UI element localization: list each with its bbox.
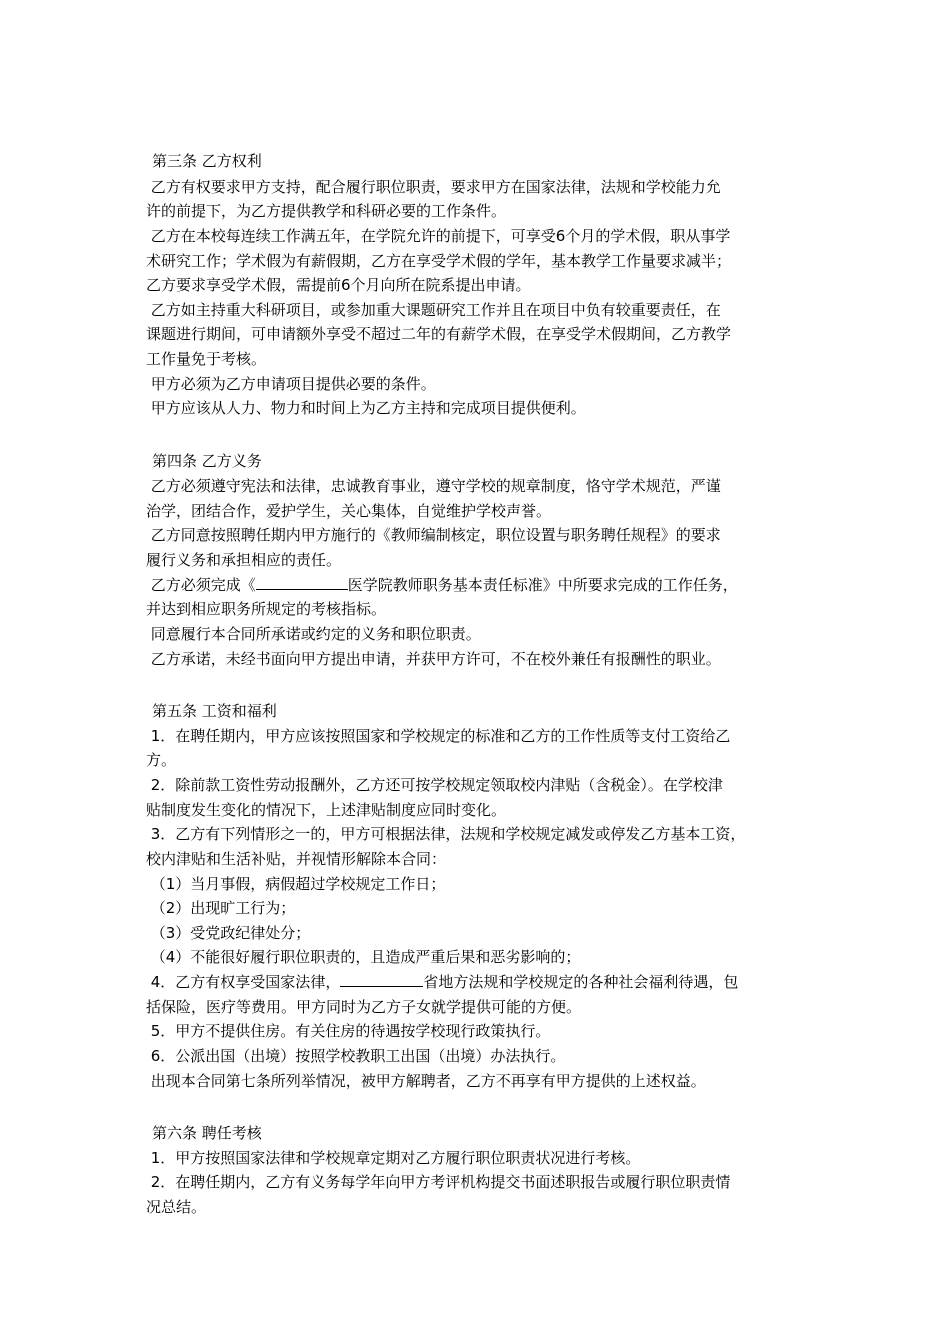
text-line: 乙方如主持重大科研项目，或参加重大课题研究工作并且在项目中负有较重要责任，在 [146,301,721,319]
text-line: 3．乙方有下列情形之一的，甲方可根据法律，法规和学校规定减发或停发乙方基本工资， [146,825,746,843]
text-line: （3）受党政纪律处分； [146,924,311,942]
section-heading-5: 第五条 工资和福利 [152,702,277,720]
text-line: 乙方承诺，未经书面向甲方提出申请，并获甲方许可，不在校外兼任有报酬性的职业。 [146,650,721,668]
text-line: 甲方必须为乙方申请项目提供必要的条件。 [146,375,436,393]
text-segment: 省地方法规和学校规定的各种社会福利待遇，包 [423,973,739,991]
text-line: 1．甲方按照国家法律和学校规章定期对乙方履行职位职责状况进行考核。 [146,1149,641,1167]
text-line: 课题进行期间，可申请额外享受不超过二年的有薪学术假，在享受学术假期间，乙方教学 [146,325,732,343]
text-line: 并达到相应职务所规定的考核指标。 [146,600,387,618]
text-line: 方。 [146,751,177,769]
text-line: 乙方要求享受学术假，需提前6个月向所在院系提出申请。 [146,276,531,294]
text-line: 2．除前款工资性劳动报酬外，乙方还可按学校规定领取校内津贴（含税金）。在学校津 [146,776,723,794]
section-heading-4: 第四条 乙方义务 [152,452,262,470]
text-line: 出现本合同第七条所列举情况，被甲方解聘者，乙方不再享有甲方提供的上述权益。 [146,1072,706,1090]
text-line: 况总结。 [146,1198,207,1216]
text-line: 校内津贴和生活补贴，并视情形解除本合同： [146,850,447,868]
text-line: 同意履行本合同所承诺或约定的义务和职位职责。 [146,625,481,643]
text-line: 括保险，医疗等费用。甲方同时为乙方子女就学提供可能的方便。 [146,998,582,1016]
text-line-with-blank [146,573,738,597]
text-line: 贴制度发生变化的情况下，上述津贴制度应同时变化。 [146,801,507,819]
text-line: 1．在聘任期内，甲方应该按照国家和学校规定的标准和乙方的工作性质等支付工资给乙 [146,727,731,745]
text-line: 工作量免于考核。 [146,350,267,368]
text-line: 治学，团结合作，爱护学生，关心集体，自觉维护学校声誉。 [146,502,552,520]
section-heading-6: 第六条 聘任考核 [152,1124,262,1142]
text-line-with-blank [146,970,738,994]
fill-in-blank [340,972,423,987]
text-segment: 医学院教师职务基本责任标准》中所要求完成的工作任务， [347,576,738,594]
text-line: 履行义务和承担相应的责任。 [146,551,342,569]
text-line: （1）当月事假，病假超过学校规定工作日； [146,875,446,893]
text-line: 乙方在本校每连续工作满五年，在学院允许的前提下，可享受6个月的学术假，职从事学 [146,227,731,245]
fill-in-blank [256,575,348,590]
text-line: 术研究工作；学术假为有薪假期，乙方在享受学术假的学年，基本教学工作量要求减半； [146,252,732,270]
text-line: 甲方应该从人力、物力和时间上为乙方主持和完成项目提供便利。 [146,399,586,417]
text-line: 6．公派出国（出境）按照学校教职工出国（出境）办法执行。 [146,1047,566,1065]
section-heading-3: 第三条 乙方权利 [152,152,262,170]
text-line: 乙方同意按照聘任期内甲方施行的《教师编制核定，职位设置与职务聘任规程》的要求 [146,526,721,544]
text-segment: 4．乙方有权享受国家法律， [146,973,341,991]
text-line: （4）不能很好履行职位职责的，且造成严重后果和恶劣影响的； [146,948,581,966]
text-line: 乙方必须遵守宪法和法律，忠诚教育事业，遵守学校的规章制度，恪守学术规范，严谨 [146,477,721,495]
text-segment: 乙方必须完成《 [146,576,256,594]
text-line: 乙方有权要求甲方支持，配合履行职位职责，要求甲方在国家法律，法规和学校能力允 [146,178,721,196]
text-line: 2．在聘任期内，乙方有义务每学年向甲方考评机构提交书面述职报告或履行职位职责情 [146,1173,731,1191]
text-line: （2）出现旷工行为； [146,899,296,917]
text-line: 5．甲方不提供住房。有关住房的待遇按学校现行政策执行。 [146,1022,551,1040]
text-line: 许的前提下，为乙方提供教学和科研必要的工作条件。 [146,202,507,220]
